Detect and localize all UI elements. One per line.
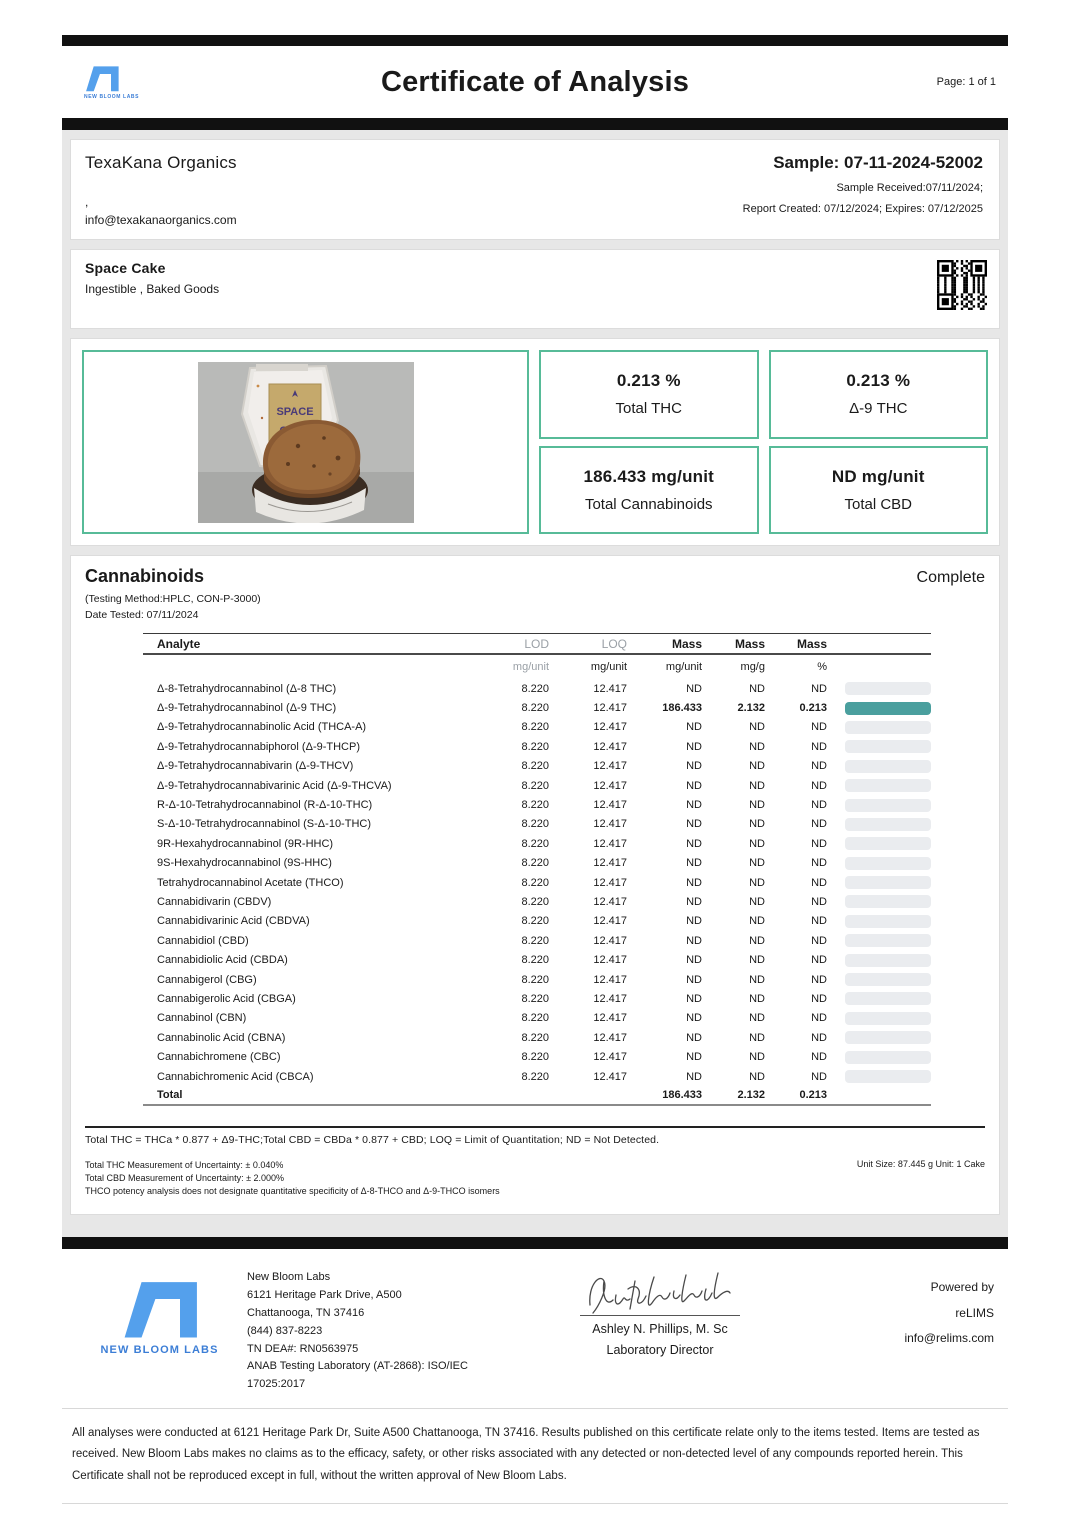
lab-info-line: ANAB Testing Laboratory (AT-2868): ISO/IEC 17025:2017: [247, 1360, 468, 1391]
section-title: Cannabinoids: [85, 566, 205, 586]
uncertainty-notes: [85, 1159, 500, 1198]
sample-info: [743, 153, 983, 227]
table-row: 9S-Hexahydrocannabinol (9S-HHC) 8.220 12.417 ND ND ND: [143, 854, 931, 873]
signature-line: [580, 1315, 740, 1316]
signature-block: [487, 1261, 833, 1394]
footnote-block: [85, 1159, 985, 1198]
powered-by-label: Powered by: [930, 1280, 994, 1295]
lab-info-line: TN DEA#: RN0563975: [247, 1342, 359, 1355]
table-units-row: [143, 655, 931, 679]
summary-label: Total CBD: [844, 495, 913, 513]
footer: [62, 1249, 1008, 1408]
report-dates: Report Created: 07/12/2024; Expires: 07/12/2025: [742, 203, 983, 215]
column-header-mass-g: Mass: [734, 636, 765, 651]
results-summary-card: [70, 338, 1000, 546]
result-bar-nd: [845, 992, 931, 1005]
coa-page: [62, 35, 1008, 1518]
analyte-table: [143, 633, 931, 1106]
result-bar-nd: [845, 721, 931, 734]
logo-wordmark: NEW BLOOM LABS: [100, 1344, 219, 1357]
footer-lab-logo: [72, 1261, 247, 1394]
column-header-analyte: Analyte: [157, 636, 201, 651]
result-bar-nd: [845, 799, 931, 812]
unit-mass-unit: mg/unit: [665, 661, 702, 673]
signatory-name: Ashley N. Phillips, M. Sc: [592, 1322, 728, 1337]
summary-box-total-cannabinoids: [539, 446, 759, 535]
result-bar-nd: [845, 1012, 931, 1025]
table-row: 9R-Hexahydrocannabinol (9R-HHC) 8.220 12.417 ND ND ND: [143, 834, 931, 853]
cannabinoids-card: [70, 555, 1000, 1215]
column-header-mass-pct: Mass: [796, 636, 827, 651]
table-header-row: [143, 633, 931, 655]
summary-label: Total THC: [615, 400, 682, 418]
summary-label: Total Cannabinoids: [584, 495, 713, 513]
result-bar-nd: [845, 857, 931, 870]
table-total-row: [143, 1086, 931, 1106]
footnote-divider: [85, 1126, 985, 1128]
unit-mass-pct: %: [817, 661, 827, 673]
result-bar-nd: [845, 779, 931, 792]
cannabinoids-header: [85, 566, 985, 587]
sample-id: Sample: 07-11-2024-52002: [773, 153, 983, 172]
signatory-title: Laboratory Director: [606, 1343, 714, 1358]
summary-box-total-thc: [539, 350, 759, 439]
client-name: TexaKana Organics: [85, 153, 237, 172]
thco-note: THCO potency analysis does not designate quantitative specificity of Δ-8-THCO and Δ-9-THCO isomers: [85, 1186, 500, 1197]
total-mass-unit: 186.433: [662, 1089, 702, 1102]
product-photo: [198, 362, 414, 523]
date-tested: Date Tested: 07/11/2024: [85, 609, 199, 621]
powered-by-brand: reLIMS: [955, 1305, 994, 1320]
column-header-loq: LOQ: [601, 636, 627, 651]
result-bar-nd: [845, 740, 931, 753]
table-row: S-Δ-10-Tetrahydrocannabinol (S-Δ-10-THC) 8.220 12.417 ND ND ND: [143, 815, 931, 834]
result-bar-nd: [845, 682, 931, 695]
table-row: Cannabigerol (CBG) 8.220 12.417 ND ND ND: [143, 970, 931, 989]
total-mass-pct: 0.213: [799, 1089, 827, 1102]
summary-value: 0.213 %: [846, 371, 911, 391]
sample-received: Sample Received:07/11/2024;: [836, 182, 983, 194]
result-bar-nd: [845, 876, 931, 889]
lab-info-line: New Bloom Labs: [247, 1271, 331, 1284]
photo-label-space: SPACE: [275, 405, 314, 418]
lab-info: [247, 1261, 487, 1394]
client-email: info@texakanaorganics.com: [85, 213, 237, 227]
column-header-lod: LOD: [524, 636, 549, 651]
result-bar-nd: [845, 837, 931, 850]
uncertainty-cbd: Total CBD Measurement of Uncertainty: ± 2.000%: [85, 1173, 285, 1184]
header-divider-bar: [62, 118, 1008, 130]
disclaimer-text: All analyses were conducted at 6121 Heritage Park Dr, Suite A500 Chattanooga, TN 37416. Results published on this certificate relate only to the items tested. Items are tested as received. New Bloom Labs makes no claims as to the efficacy, safety, or other risks associated with any detected or non-detected level of any compounds reported herein. This Certificate shall not be reproduced except in full, without the written approval of New Bloom Labs.: [62, 1408, 1008, 1504]
result-bar-nd: [845, 1031, 931, 1044]
lab-info-line: 6121 Heritage Park Drive, A500: [247, 1289, 402, 1302]
unit-loq: mg/unit: [590, 661, 627, 673]
new-bloom-labs-logo-icon: [119, 1279, 201, 1339]
column-header-mass-unit: Mass: [671, 636, 702, 651]
result-bar-nd: [845, 760, 931, 773]
table-row: Δ-9-Tetrahydrocannabinolic Acid (THCA-A) 8.220 12.417 ND ND ND: [143, 718, 931, 737]
signature-icon: [580, 1267, 740, 1319]
table-row: Cannabigerolic Acid (CBGA) 8.220 12.417 ND ND ND: [143, 989, 931, 1008]
client-info: [85, 153, 237, 227]
summary-box-d9-thc: [769, 350, 989, 439]
logo-wordmark: NEW BLOOM LABS: [84, 93, 140, 100]
table-row: Cannabidiolic Acid (CBDA) 8.220 12.417 ND ND ND: [143, 950, 931, 969]
total-label: Total: [157, 1089, 183, 1102]
table-row: Δ-9-Tetrahydrocannabivarinic Acid (Δ-9-THCVA) 8.220 12.417 ND ND ND: [143, 776, 931, 795]
status-badge: Complete: [916, 569, 985, 586]
table-row: Cannabinolic Acid (CBNA) 8.220 12.417 ND ND ND: [143, 1028, 931, 1047]
result-bar-nd: [845, 895, 931, 908]
summary-label: Δ-9 THC: [849, 400, 908, 418]
page-number: Page: 1 of 1: [936, 76, 996, 88]
powered-by-block: [833, 1261, 998, 1394]
unit-size-note: Unit Size: 87.445 g Unit: 1 Cake: [856, 1159, 985, 1170]
table-row: Cannabinol (CBN) 8.220 12.417 ND ND ND: [143, 1009, 931, 1028]
product-photo-frame: [82, 350, 529, 534]
top-divider-bar: [62, 35, 1008, 46]
result-bar-nd: [845, 915, 931, 928]
product-card: [70, 249, 1000, 329]
footnote-formula: Total THC = THCa * 0.877 + Δ9-THC;Total CBD = CBDa * 0.877 + CBD; LOQ = Limit of Quantitation; ND = Not Detected.: [85, 1134, 660, 1147]
table-row: Δ-9-Tetrahydrocannabinol (Δ-9 THC) 8.220 12.417 186.433 2.132 0.213: [143, 698, 931, 717]
result-bar-nd: [845, 1051, 931, 1064]
result-bar-nd: [845, 818, 931, 831]
page-title: Certificate of Analysis: [380, 65, 690, 98]
result-bar-detected: [845, 702, 931, 715]
table-row: Δ-9-Tetrahydrocannabiphorol (Δ-9-THCP) 8.220 12.417 ND ND ND: [143, 737, 931, 756]
table-row: Δ-8-Tetrahydrocannabinol (Δ-8 THC) 8.220 12.417 ND ND ND: [143, 679, 931, 698]
summary-value: 186.433 mg/unit: [583, 466, 715, 486]
summary-value: ND mg/unit: [831, 466, 925, 486]
footer-divider-bar: [62, 1237, 1008, 1249]
content-area: [62, 130, 1008, 1237]
total-mass-g: 2.132: [737, 1089, 765, 1102]
product-name: Space Cake: [85, 260, 166, 276]
table-row: R-Δ-10-Tetrahydrocannabinol (R-Δ-10-THC) 8.220 12.417 ND ND ND: [143, 795, 931, 814]
summary-grid: [539, 350, 988, 534]
unit-lod: mg/unit: [512, 661, 549, 673]
result-bar-nd: [845, 934, 931, 947]
unit-mass-g: mg/g: [740, 661, 765, 673]
result-bar-nd: [845, 954, 931, 967]
table-row: Cannabidivarinic Acid (CBDVA) 8.220 12.417 ND ND ND: [143, 912, 931, 931]
summary-box-total-cbd: [769, 446, 989, 535]
result-bar-nd: [845, 973, 931, 986]
client-address: ,: [85, 195, 89, 209]
client-sample-card: [70, 139, 1000, 240]
table-row: Cannabichromenic Acid (CBCA) 8.220 12.417 ND ND ND: [143, 1067, 931, 1086]
analyte-rows: [143, 679, 931, 1086]
table-row: Cannabidiol (CBD) 8.220 12.417 ND ND ND: [143, 931, 931, 950]
uncertainty-thc: Total THC Measurement of Uncertainty: ± 0.040%: [85, 1160, 284, 1171]
lab-info-line: Chattanooga, TN 37416: [247, 1306, 365, 1319]
table-row: Δ-9-Tetrahydrocannabivarin (Δ-9-THCV) 8.220 12.417 ND ND ND: [143, 757, 931, 776]
result-bar-nd: [845, 1070, 931, 1083]
testing-method: (Testing Method:HPLC, CON-P-3000): [85, 593, 261, 605]
header: [62, 46, 1008, 118]
product-info: [85, 260, 219, 296]
qr-code: [937, 260, 987, 310]
table-row: Cannabichromene (CBC) 8.220 12.417 ND ND ND: [143, 1047, 931, 1066]
qr-code-svg: [937, 260, 987, 310]
table-row: Tetrahydrocannabinol Acetate (THCO) 8.220 12.417 ND ND ND: [143, 873, 931, 892]
summary-value: 0.213 %: [616, 371, 681, 391]
product-category: Ingestible , Baked Goods: [85, 282, 220, 296]
powered-by-email: info@relims.com: [904, 1330, 994, 1345]
lab-info-line: (844) 837-8223: [247, 1324, 323, 1337]
table-row: Cannabidivarin (CBDV) 8.220 12.417 ND ND ND: [143, 892, 931, 911]
